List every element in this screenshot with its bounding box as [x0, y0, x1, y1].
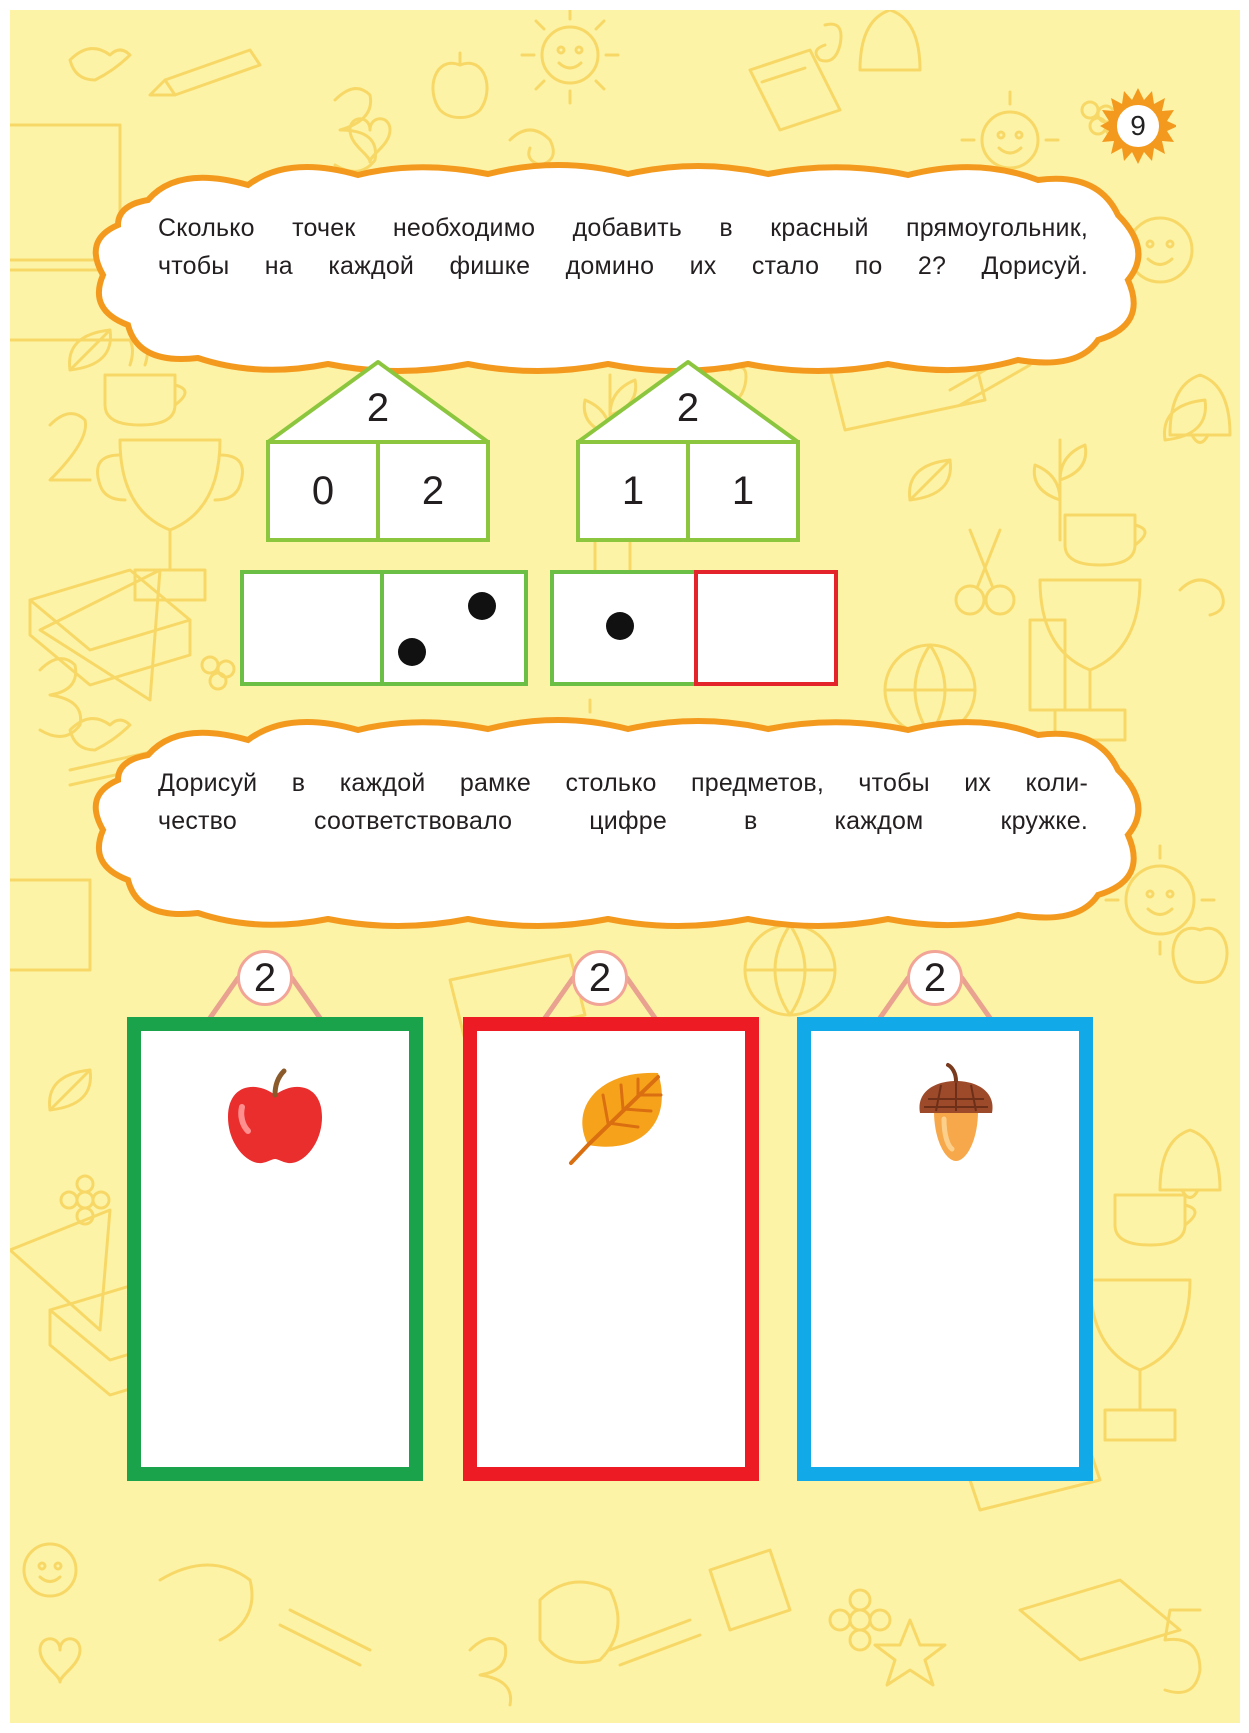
number-circle-3: 2 — [907, 950, 963, 1006]
number-circle-2: 2 — [572, 950, 628, 1006]
drawing-frame-3[interactable] — [797, 1017, 1093, 1481]
hanging-strings — [10, 10, 1240, 1110]
workbook-page — [10, 10, 1240, 1723]
task2-line-1: Дорисуй в каждой рамке столько предметов, чтобы их коли- — [158, 769, 1088, 797]
task2-line-2: чество соответствовало цифре в каждом кружке. — [158, 807, 1088, 835]
number-circle-1: 2 — [237, 950, 293, 1006]
drawing-frame-1[interactable] — [127, 1017, 423, 1481]
house-right-number: 2 — [376, 444, 486, 538]
house-roof-number: 2 — [676, 386, 700, 430]
task1-line-1: Сколько точек необходимо добавить в красный прямоугольник, — [158, 214, 1088, 242]
page-number: 9 — [1114, 102, 1162, 150]
apple-icon — [220, 1065, 330, 1175]
house-left-number: 1 — [621, 468, 645, 513]
leaf-icon — [563, 1065, 683, 1175]
house-right-number: 1 — [686, 444, 796, 538]
drawing-frame-2[interactable] — [463, 1017, 759, 1481]
house-roof-number: 2 — [366, 386, 390, 430]
acorn-icon — [906, 1061, 1006, 1171]
house-left-number: 0 — [311, 468, 335, 513]
task1-line-2: чтобы на каждой фишке домино их стало по 2? Дорисуй. — [158, 252, 1088, 280]
